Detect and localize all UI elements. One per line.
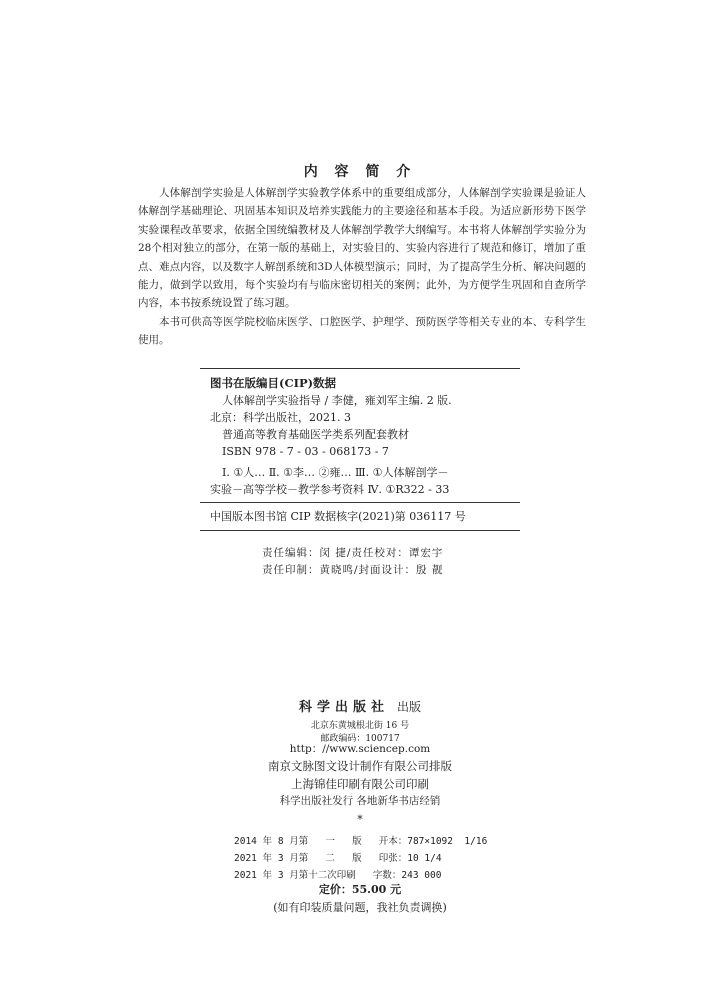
summary-paragraph-1: 人体解剖学实验是人体解剖学实验教学体系中的重要组成部分，人体解剖学实验课是验证人体解剖学基础理论、巩固基本知识及培养实践能力的主要途径和基本手段。为适应新形势下医学实验课程改革要求，依据全国统编教材及人体解剖学教学大纲编写。本书将人体解剖学实验分为28个相对独立的部分，在第一版的基础上，对实验目的、实验内容进行了规范和修订，增加了重点、难点内容，以及数字人解剖系统和3D人体模型演示；同时，为了提高学生分析、解决问题的能力，做到学以致用，每个实验均有与临床密切相关的案例；此外，为方便学生巩固和自查所学内容，本书按系统设置了练习题。 [138,187,586,310]
staff-line-2: 责任印制：黄晓鸣/封面设计：殷 靓 [262,564,444,576]
cip-top-rule [200,368,520,369]
cip-bottom-rule [200,530,520,531]
summary-text [138,184,586,350]
publisher-name [0,696,720,715]
cip-line: 普通高等教育基础医学类系列配套教材 [222,428,409,441]
cip-middle-rule [200,502,520,503]
publisher-url: http：//www.sciencep.com [289,743,431,755]
publisher-address: 北京东黄城根北街 16 号 [310,721,410,731]
cip-line: 实验－高等学校－教学参考资料 Ⅳ. ①R322 - 33 [210,483,450,496]
summary-paragraph-2: 本书可供高等医学院校临床医学、口腔医学、护理学、预防医学等相关专业的本、专科学生使用。 [138,315,586,347]
cip-line: 北京：科学出版社，2021. 3 [210,411,351,424]
cip-heading: 图书在版编目(CIP)数据 [210,376,337,390]
cip-line: 人体解剖学实验指导 / 李健，雍刘军主编. 2 版. [222,394,452,407]
distribution-info: 科学出版社发行 各地新华书店经销 [279,795,441,807]
page-title: 内 容 简 介 [303,164,417,180]
staff-line-1: 责任编辑：闵 捷/责任校对：谭宏宇 [262,547,444,559]
separator-star: * [357,813,363,826]
publisher-postcode: 邮政编码：100717 [320,734,400,744]
printer-info: 上海锦佳印刷有限公司印刷 [291,777,429,791]
publisher-logo: 科学出版社 [298,700,389,715]
quality-note: (如有印装质量问题，我社负责调换) [273,901,447,914]
cip-line: Ⅰ. ①人… Ⅱ. ①李… ②雍… Ⅲ. ①人体解剖学－ [222,466,449,479]
typeset-info: 南京文脉图文设计制作有限公司排版 [268,759,452,773]
cip-isbn: ISBN 978 - 7 - 03 - 068173 - 7 [222,445,389,458]
price: 定价：55.00 元 [318,883,402,896]
cip-record-number: 中国版本图书馆 CIP 数据核字(2021)第 036117 号 [210,510,466,523]
edition-line-2: 2021 年 3 月第 二 版 印张：10 1/4 [234,853,442,864]
edition-line-1: 2014 年 8 月第 一 版 开本：787×1092 1/16 [234,836,488,847]
edition-line-3: 2021 年 3 月第十二次印刷 字数：243 000 [234,870,442,881]
publisher-suffix: 出版 [397,700,422,714]
